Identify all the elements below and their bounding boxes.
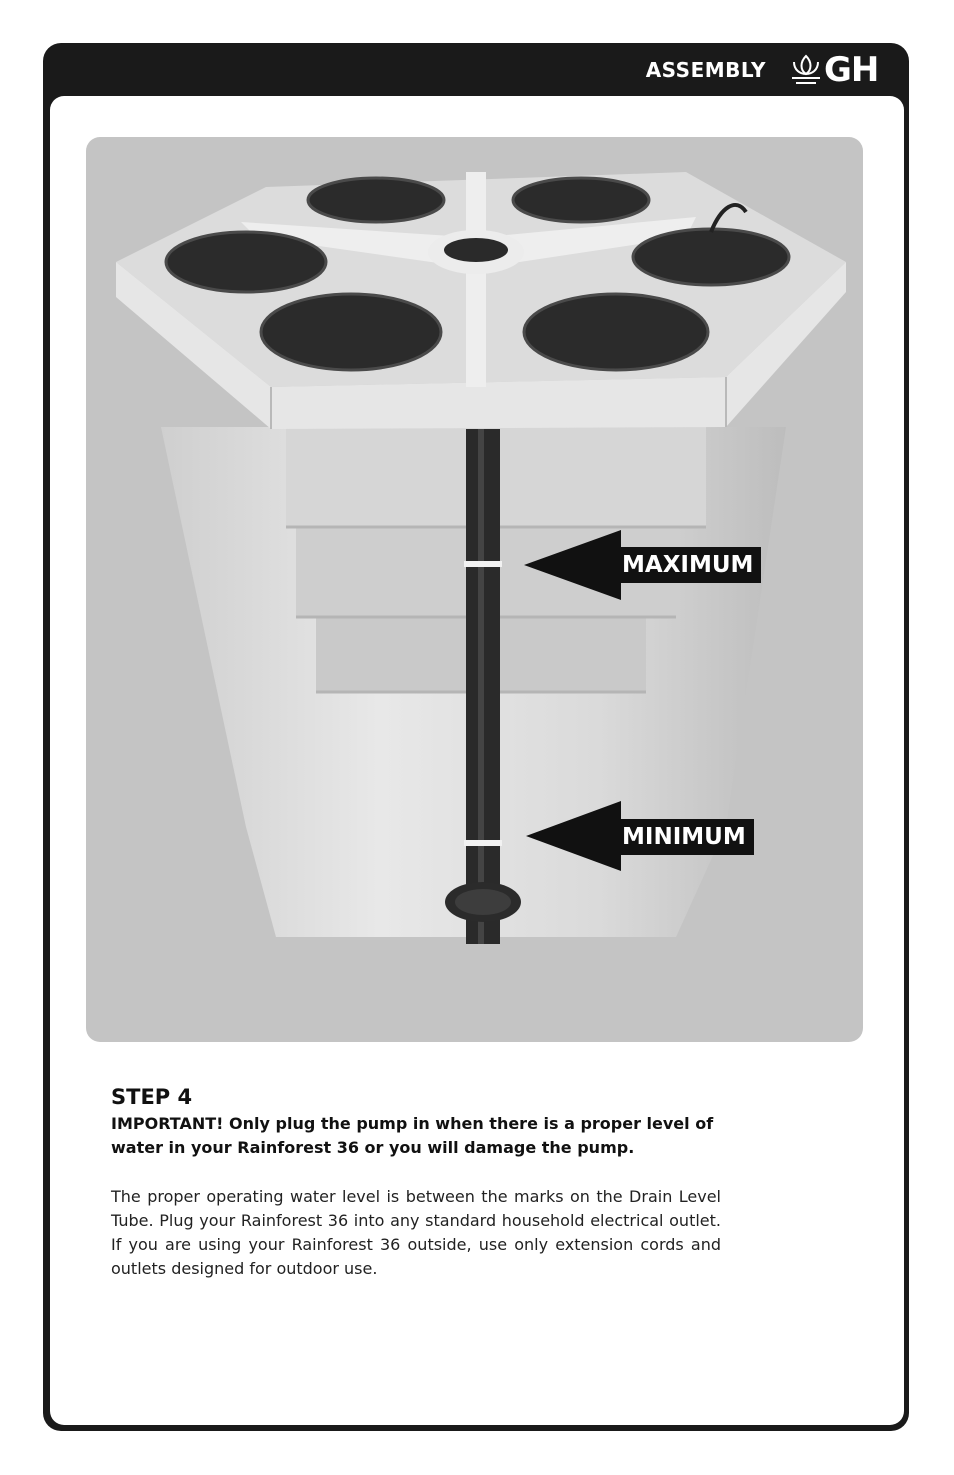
maximum-label: MAXIMUM xyxy=(614,547,761,583)
rainforest-36-illustration xyxy=(86,137,863,1042)
logo-text: GH xyxy=(824,50,879,90)
lotus-icon xyxy=(790,52,822,86)
step-instructions: The proper operating water level is between the marks on the Drain Level Tube. Plug your Rainforest 36 into any standard household electrical outlet. If you are using your Rainforest 36 outside, use only extension cords and outlets designed for outdoor use. xyxy=(111,1187,721,1278)
section-title: ASSEMBLY xyxy=(645,58,766,82)
gh-logo xyxy=(790,50,890,90)
step-title: STEP 4 xyxy=(111,1085,193,1109)
minimum-label: MINIMUM xyxy=(614,819,754,855)
important-warning: IMPORTANT! Only plug the pump in when there is a proper level of water in your Rainforest 36 or you will damage the pump. xyxy=(111,1114,714,1157)
product-photo xyxy=(86,137,863,1042)
